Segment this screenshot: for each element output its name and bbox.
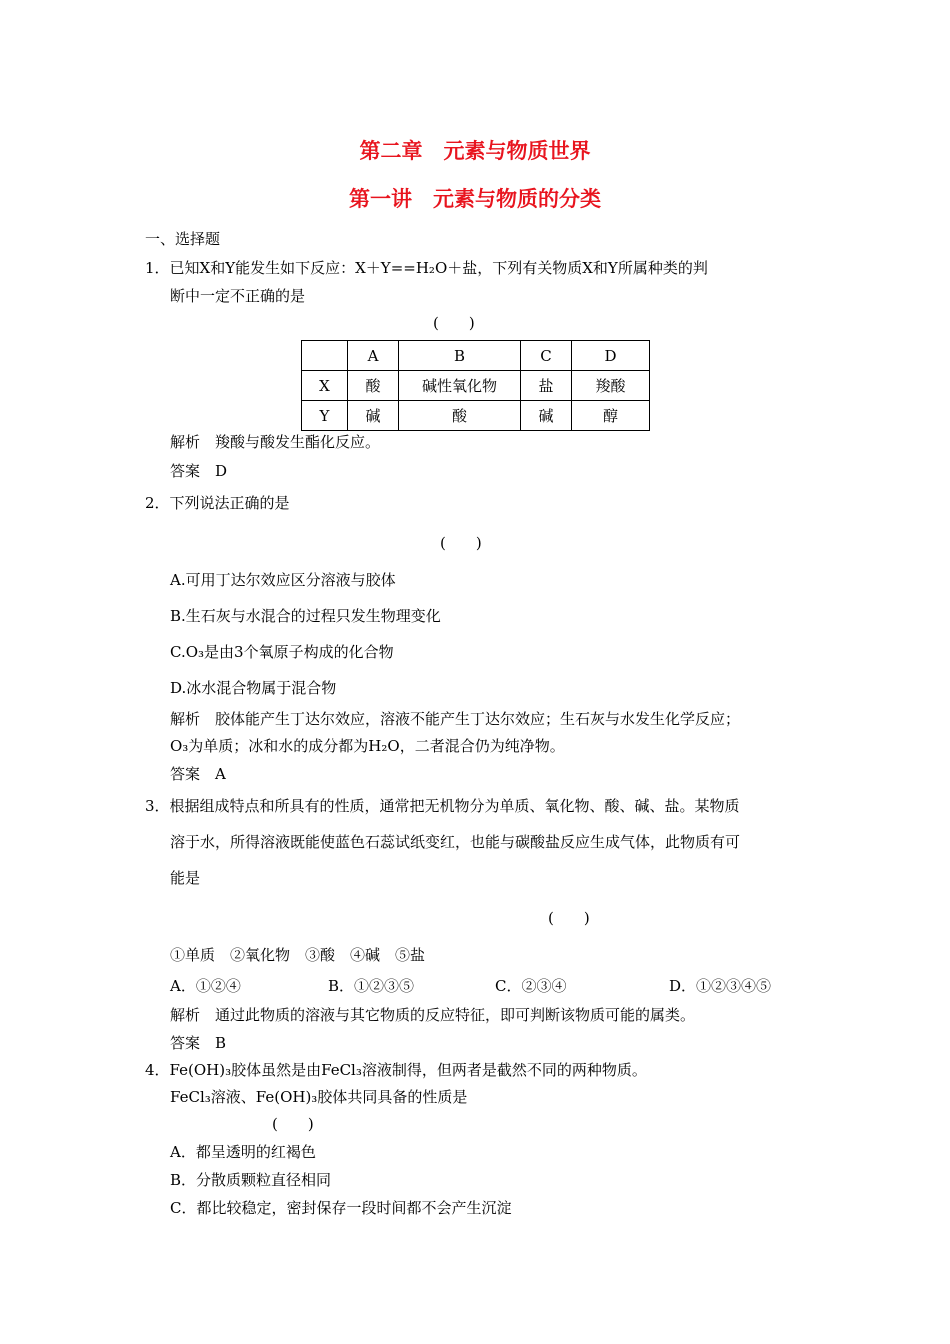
q3-stem-line3: 能是 bbox=[170, 869, 201, 887]
table-row bbox=[302, 401, 650, 431]
table-cell: X bbox=[302, 371, 348, 401]
table-cell: C bbox=[521, 341, 572, 371]
lecture-title: 第一讲 元素与物质的分类 bbox=[349, 187, 601, 211]
q4-option-b: B．分散质颗粒直径相同 bbox=[170, 1171, 332, 1189]
q2-option-d: D.冰水混合物属于混合物 bbox=[170, 679, 337, 697]
table-cell: 羧酸 bbox=[572, 371, 650, 401]
table-cell: D bbox=[572, 341, 650, 371]
q2-analysis-line1: 解析 胶体能产生丁达尔效应，溶液不能产生丁达尔效应；生石灰与水发生化学反应； bbox=[170, 710, 741, 728]
table-cell bbox=[302, 341, 348, 371]
q4-stem-line2: FeCl₃溶液、Fe(OH)₃胶体共同具备的性质是 bbox=[170, 1088, 468, 1106]
table-cell: Y bbox=[302, 401, 348, 431]
q2-analysis-line2: O₃为单质；冰和水的成分都为H₂O，二者混合仍为纯净物。 bbox=[170, 737, 565, 755]
section-heading: 一、选择题 bbox=[145, 230, 221, 248]
table-cell: 碱 bbox=[348, 401, 399, 431]
q3-items: ①单质 ②氧化物 ③酸 ④碱 ⑤盐 bbox=[170, 946, 426, 964]
table-row bbox=[302, 371, 650, 401]
q1-answer-paren: ( ) bbox=[433, 314, 475, 332]
q1-stem-line1: 1．已知X和Y能发生如下反应：X＋Y==H₂O＋盐，下列有关物质X和Y所属种类的判 bbox=[145, 259, 708, 277]
table-cell: A bbox=[348, 341, 399, 371]
q3-option-b: B．①②③⑤ bbox=[328, 977, 415, 995]
table-header-row bbox=[302, 341, 650, 371]
q3-option-c: C．②③④ bbox=[495, 977, 567, 995]
q3-answer-paren: ( ) bbox=[548, 909, 590, 927]
table-cell: 酸 bbox=[348, 371, 399, 401]
table-cell: 碱 bbox=[521, 401, 572, 431]
q2-option-c: C.O₃是由3个氧原子构成的化合物 bbox=[170, 643, 394, 661]
q4-stem-line1: 4．Fe(OH)₃胶体虽然是由FeCl₃溶液制得，但两者是截然不同的两种物质。 bbox=[145, 1061, 647, 1079]
q1-answer: 答案 D bbox=[170, 462, 228, 480]
q3-option-a: A．①②④ bbox=[170, 977, 241, 995]
q2-option-b: B.生石灰与水混合的过程只发生物理变化 bbox=[170, 607, 441, 625]
q4-answer-paren: ( ) bbox=[272, 1115, 314, 1133]
q2-stem: 2．下列说法正确的是 bbox=[145, 494, 290, 512]
q2-answer-paren: ( ) bbox=[440, 534, 482, 552]
table-cell: 盐 bbox=[521, 371, 572, 401]
q3-option-d: D．①②③④⑤ bbox=[669, 977, 772, 995]
chapter-title: 第二章 元素与物质世界 bbox=[359, 139, 591, 163]
q1-options-table bbox=[301, 340, 650, 431]
q4-option-c: C．都比较稳定，密封保存一段时间都不会产生沉淀 bbox=[170, 1199, 512, 1217]
table-cell: 醇 bbox=[572, 401, 650, 431]
q1-stem-line2: 断中一定不正确的是 bbox=[170, 287, 306, 305]
table-cell: 酸 bbox=[399, 401, 521, 431]
table-cell: 碱性氧化物 bbox=[399, 371, 521, 401]
q2-option-a: A.可用丁达尔效应区分溶液与胶体 bbox=[170, 571, 396, 589]
q3-stem-line1: 3．根据组成特点和所具有的性质，通常把无机物分为单质、氧化物、酸、碱、盐。某物质 bbox=[145, 797, 740, 815]
q4-option-a: A．都呈透明的红褐色 bbox=[170, 1143, 316, 1161]
q1-analysis: 解析 羧酸与酸发生酯化反应。 bbox=[170, 433, 381, 451]
q3-answer: 答案 B bbox=[170, 1034, 227, 1052]
q2-answer: 答案 A bbox=[170, 765, 226, 783]
table-cell: B bbox=[399, 341, 521, 371]
q3-stem-line2: 溶于水，所得溶液既能使蓝色石蕊试纸变红，也能与碳酸盐反应生成气体，此物质有可 bbox=[170, 833, 741, 851]
q3-analysis: 解析 通过此物质的溶液与其它物质的反应特征，即可判断该物质可能的属类。 bbox=[170, 1006, 696, 1024]
